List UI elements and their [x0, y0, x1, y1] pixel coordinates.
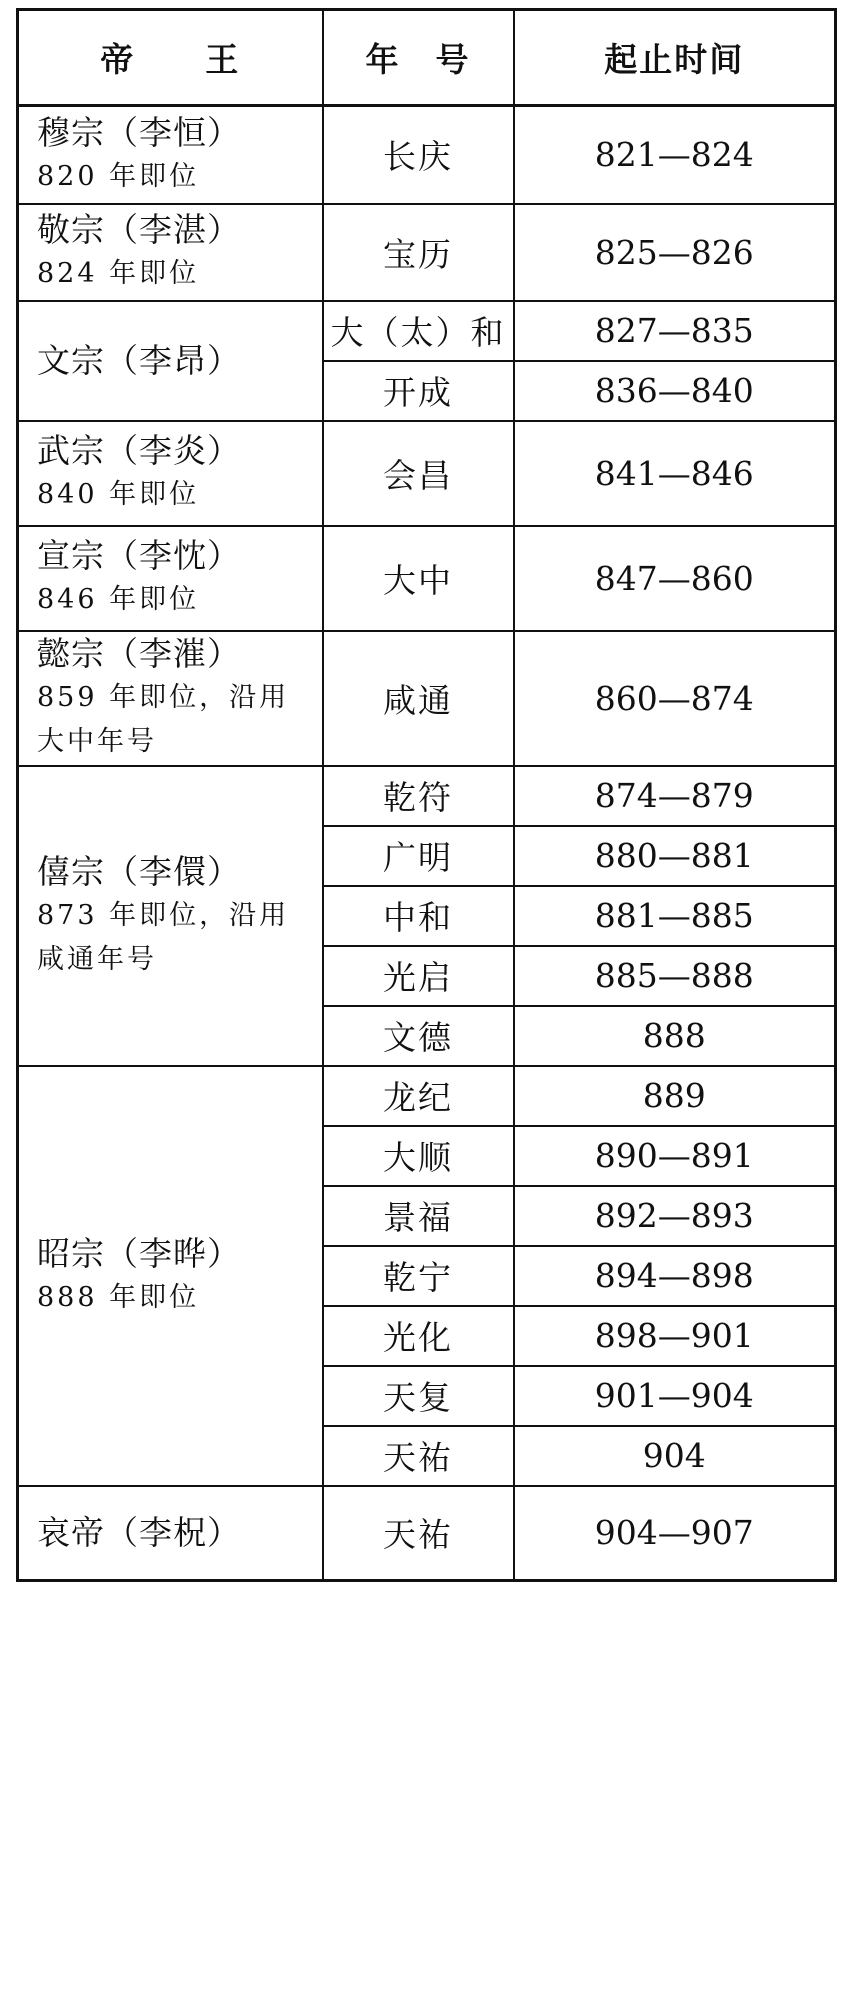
era-name-cell: 咸通: [323, 631, 514, 766]
table-row: [18, 301, 836, 361]
time-range-cell: 836—840: [514, 361, 836, 421]
emperor-name: 文宗（李昂）: [37, 340, 241, 380]
era-name-cell: 大（太）和: [323, 301, 514, 361]
emperor-cell: [18, 631, 323, 766]
time-range-cell: 889: [514, 1066, 836, 1126]
emperor-name: 穆宗（李恒）: [37, 112, 241, 152]
table-body: [18, 106, 836, 1581]
time-range-cell: 904—907: [514, 1486, 836, 1581]
time-range-cell: 904: [514, 1426, 836, 1486]
time-range-cell: 892—893: [514, 1186, 836, 1246]
era-name-cell: 光化: [323, 1306, 514, 1366]
time-range-cell: 881—885: [514, 886, 836, 946]
table-row: [18, 766, 836, 826]
accession-note: 820 年即位: [37, 160, 200, 192]
era-name-cell: 景福: [323, 1186, 514, 1246]
emperor-cell: [18, 204, 323, 301]
era-name-cell: 光启: [323, 946, 514, 1006]
time-range-cell: 847—860: [514, 526, 836, 631]
table-row: [18, 1486, 836, 1581]
table-row: [18, 631, 836, 766]
emperor-cell: [18, 106, 323, 204]
time-range-cell: 880—881: [514, 826, 836, 886]
era-name-cell: 宝历: [323, 204, 514, 301]
accession-note: 859 年即位，沿用大中年号: [37, 682, 290, 757]
accession-note: 840 年即位: [37, 479, 200, 510]
reign-table: [16, 8, 837, 1582]
emperor-name: 僖宗（李儇）: [37, 851, 241, 891]
emperor-cell: [18, 1066, 323, 1486]
era-name-cell: 天复: [323, 1366, 514, 1426]
emperor-name: 昭宗（李晔）: [37, 1233, 241, 1273]
emperor-name: 武宗（李炎）: [37, 431, 241, 470]
time-range-cell: 860—874: [514, 631, 836, 766]
era-name-cell: 乾宁: [323, 1246, 514, 1306]
time-range-cell: 885—888: [514, 946, 836, 1006]
emperor-name: 宣宗（李忱）: [37, 536, 241, 575]
time-range-cell: 898—901: [514, 1306, 836, 1366]
time-range-cell: 894—898: [514, 1246, 836, 1306]
header-era: 年 号: [323, 10, 514, 106]
era-name-cell: 天祐: [323, 1486, 514, 1581]
emperor-name: 敬宗（李湛）: [37, 210, 241, 249]
accession-note: 888 年即位: [37, 1281, 200, 1313]
emperor-name: 懿宗（李漼）: [37, 634, 241, 673]
era-name-cell: 文德: [323, 1006, 514, 1066]
time-range-cell: 890—891: [514, 1126, 836, 1186]
table-row: [18, 526, 836, 631]
emperor-cell: [18, 766, 323, 1066]
emperor-cell: [18, 526, 323, 631]
emperor-name: 哀帝（李柷）: [37, 1512, 241, 1552]
time-range-cell: 888: [514, 1006, 836, 1066]
emperor-cell: [18, 421, 323, 526]
accession-note: 824 年即位: [37, 258, 200, 289]
era-name-cell: 长庆: [323, 106, 514, 204]
accession-note: 846 年即位: [37, 584, 200, 615]
era-name-cell: 开成: [323, 361, 514, 421]
era-name-cell: 中和: [323, 886, 514, 946]
header-time: 起止时间: [514, 10, 836, 106]
table-row: [18, 1066, 836, 1126]
time-range-cell: 874—879: [514, 766, 836, 826]
table-header: [18, 10, 836, 106]
time-range-cell: 825—826: [514, 204, 836, 301]
emperor-cell: [18, 1486, 323, 1581]
table-row: [18, 106, 836, 204]
era-name-cell: 广明: [323, 826, 514, 886]
era-name-cell: 大中: [323, 526, 514, 631]
header-emperor: 帝 王: [18, 10, 323, 106]
time-range-cell: 841—846: [514, 421, 836, 526]
time-range-cell: 827—835: [514, 301, 836, 361]
table-row: [18, 421, 836, 526]
accession-note: 873 年即位，沿用咸通年号: [37, 899, 290, 975]
time-range-cell: 821—824: [514, 106, 836, 204]
table-row: [18, 204, 836, 301]
era-name-cell: 乾符: [323, 766, 514, 826]
era-name-cell: 龙纪: [323, 1066, 514, 1126]
time-range-cell: 901—904: [514, 1366, 836, 1426]
emperor-cell: [18, 301, 323, 421]
era-name-cell: 大顺: [323, 1126, 514, 1186]
era-name-cell: 会昌: [323, 421, 514, 526]
era-name-cell: 天祐: [323, 1426, 514, 1486]
header-row: [18, 10, 836, 106]
